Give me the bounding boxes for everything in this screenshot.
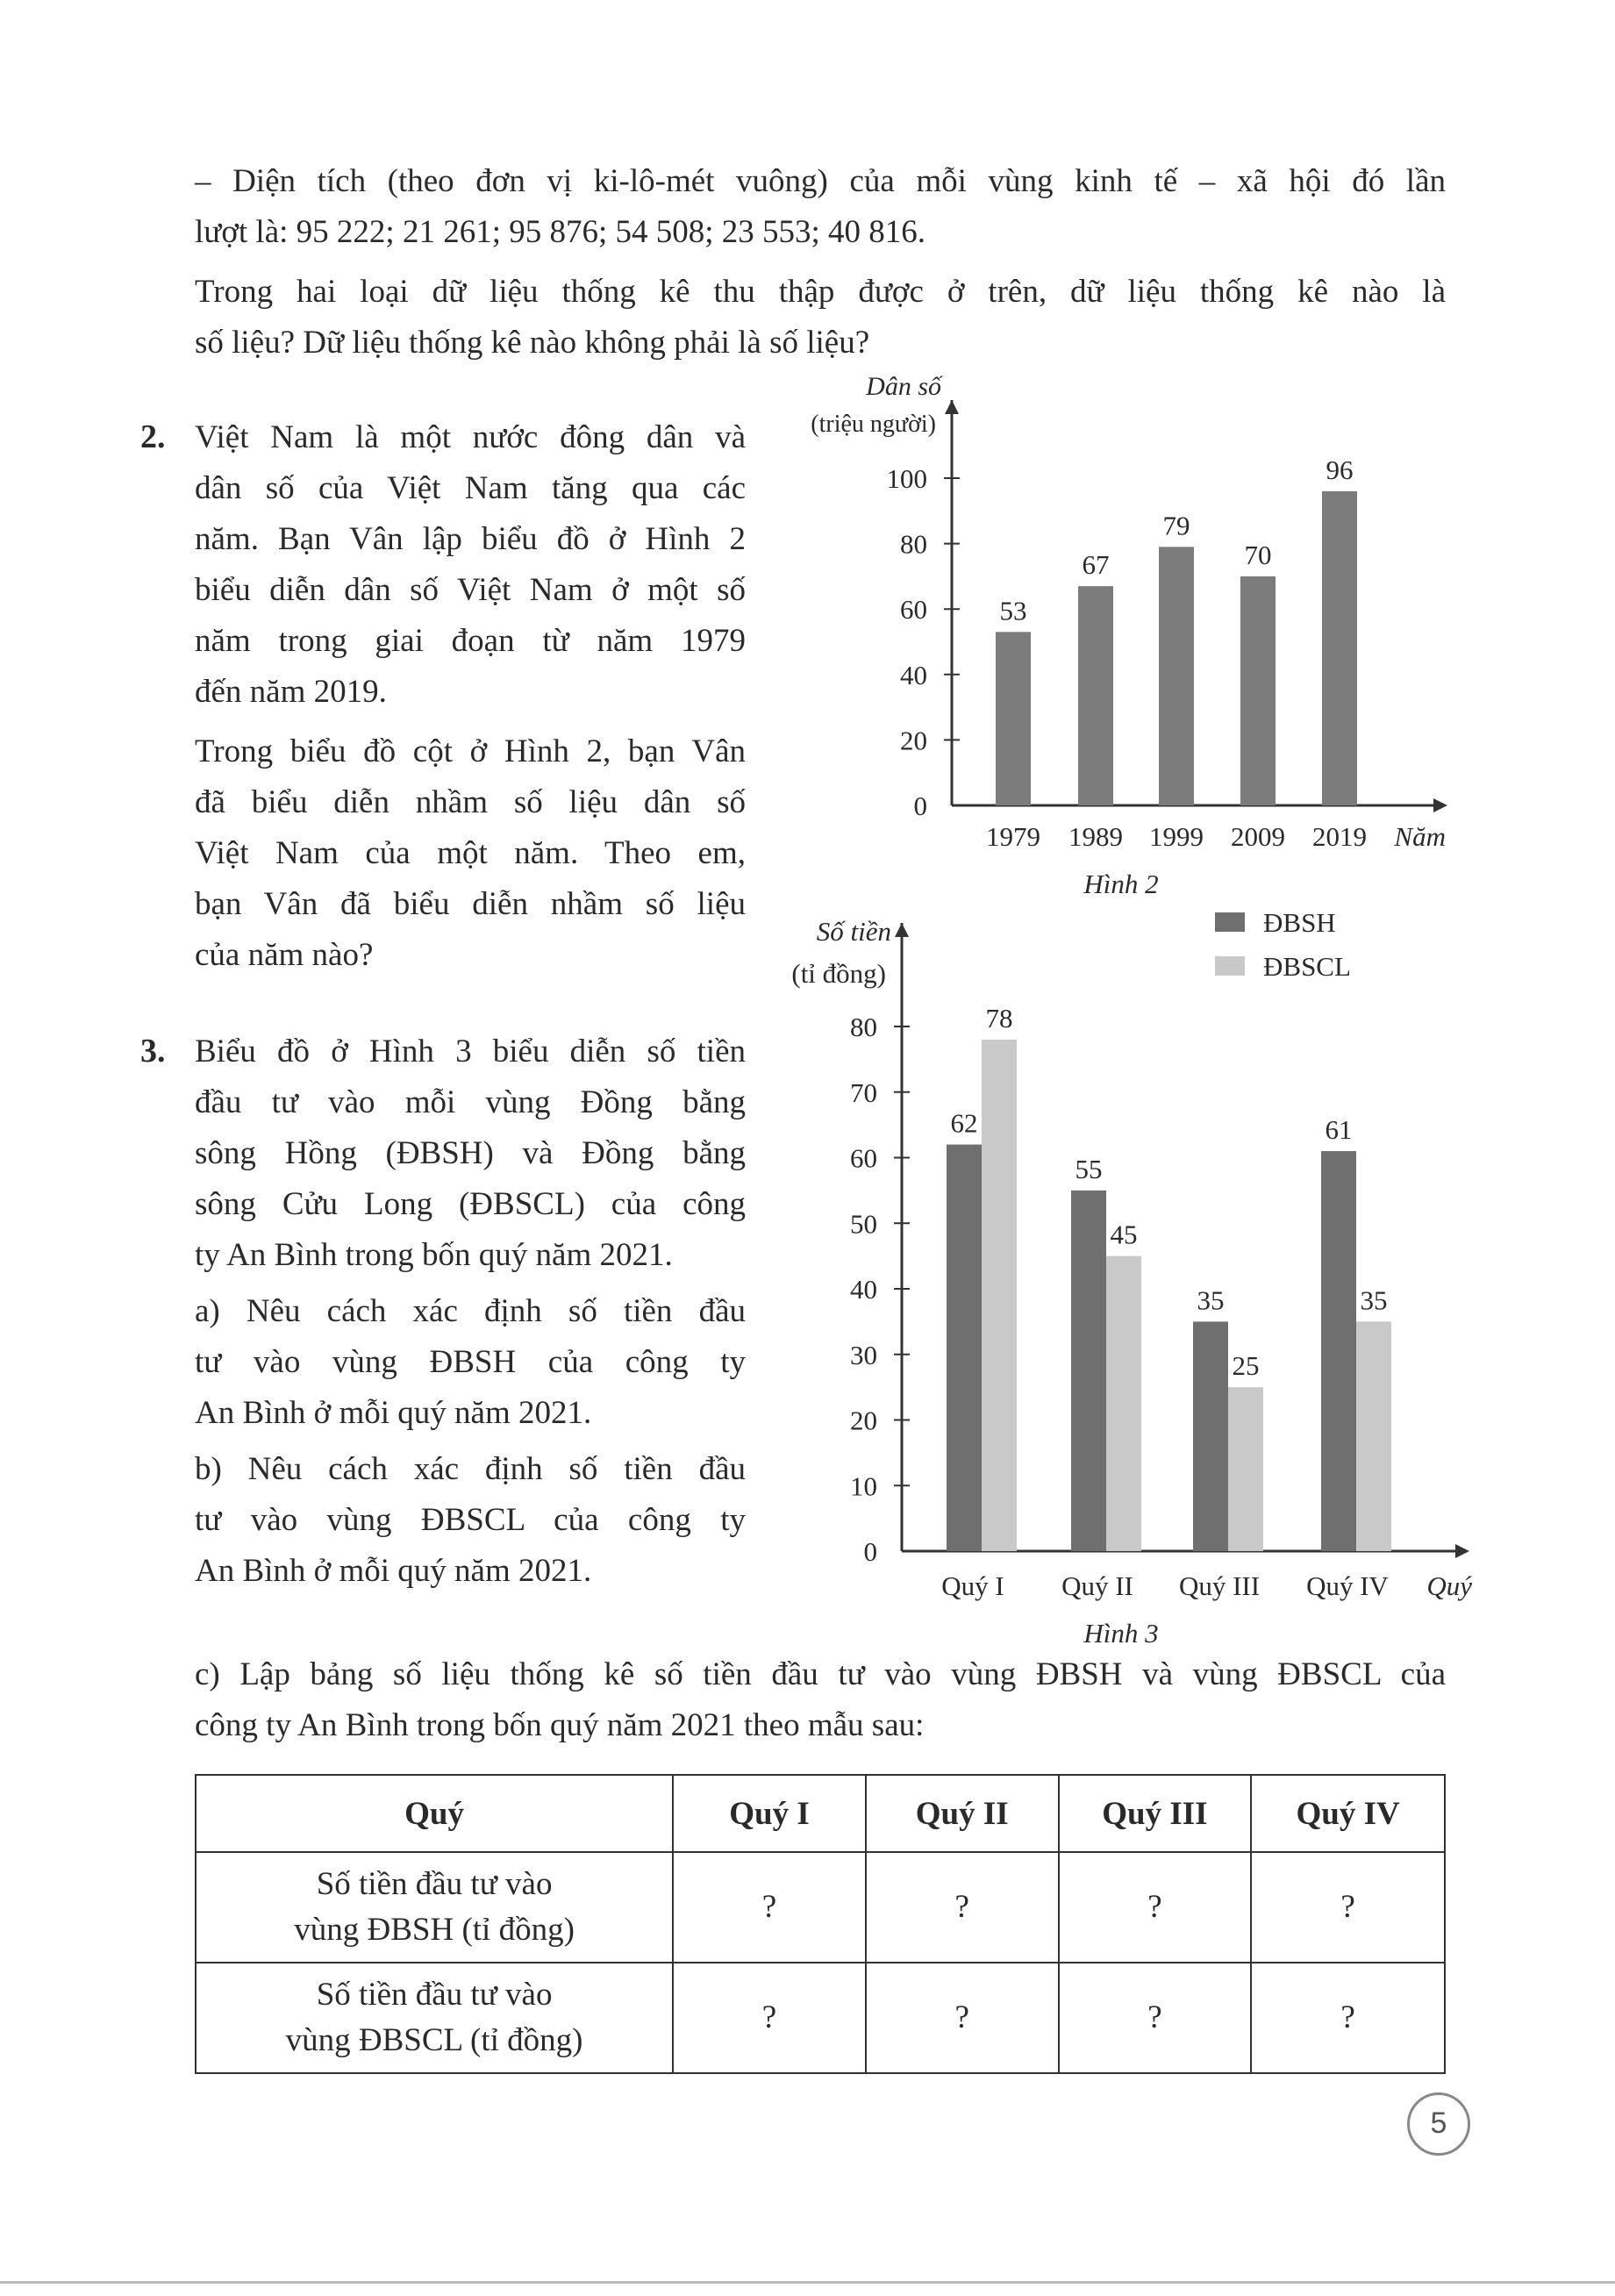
y-axis-arrow [895, 923, 909, 937]
x-tick-label: 2019 [1312, 821, 1367, 852]
y-tick-label: 50 [850, 1208, 877, 1240]
table-header-cell: Quý [196, 1775, 673, 1852]
q2-p2-line: đã biểu diễn nhầm số liệu dân số [195, 784, 746, 820]
bar-value-label: 35 [1197, 1284, 1225, 1316]
question-3c-text [195, 1649, 1446, 1751]
q2-p1-line: đến năm 2019. [195, 674, 387, 710]
q2-p1-line: biểu diễn dân số Việt Nam ở một số [195, 572, 746, 608]
q3-p1-line: Biểu đồ ở Hình 3 biểu diễn số tiền [195, 1034, 746, 1069]
q3-pb-line: b) Nêu cách xác định số tiền đầu [195, 1451, 746, 1487]
q3-pa-line: An Bình ở mỗi quý năm 2021. [195, 1395, 592, 1431]
bar [1071, 1191, 1106, 1551]
x-tick-label: Quý I [941, 1570, 1004, 1601]
legend-label: ĐBSH [1263, 907, 1336, 938]
chart-caption: Hình 2 [1083, 869, 1159, 899]
x-tick-label: 1979 [986, 821, 1040, 852]
y-tick-label: 40 [850, 1274, 877, 1305]
q3-pc-line: c) Lập bảng số liệu thống kê số tiền đầu tư vào vùng ĐBSH và vùng ĐBSCL của [195, 1656, 1446, 1692]
intro-line-4: số liệu? Dữ liệu thống kê nào không phải là số liệu? [195, 325, 870, 361]
x-axis-arrow [1433, 798, 1447, 812]
investment-grouped-bar-chart [754, 904, 1474, 1649]
bar [982, 1040, 1017, 1551]
bar [996, 632, 1031, 805]
q3-pa-line: tư vào vùng ĐBSH của công ty [195, 1344, 746, 1380]
q3-p1-line: sông Cửu Long (ĐBSCL) của công [195, 1186, 746, 1222]
y-tick-label: 30 [850, 1339, 877, 1370]
x-axis-title: Quý [1426, 1570, 1472, 1601]
q2-p1-line: dân số của Việt Nam tăng qua các [195, 470, 746, 506]
legend-swatch [1215, 956, 1245, 976]
y-axis-title: Dân số [866, 372, 941, 401]
bar [947, 1145, 982, 1551]
y-axis-title: Số tiền [816, 916, 891, 947]
y-tick-label: 70 [850, 1076, 877, 1108]
y-tick-label: 20 [900, 725, 927, 756]
population-bar-chart [754, 368, 1456, 912]
table-header-cell: Quý II [866, 1775, 1059, 1852]
table-cell: ? [1059, 1852, 1252, 1963]
table-row-label [196, 1963, 673, 2073]
question-3-text [195, 1026, 746, 1597]
q3-pc-line: công ty An Bình trong bốn quý năm 2021 theo mẫu sau: [195, 1707, 925, 1743]
table-row [196, 1963, 1445, 2073]
q2-p2-line: của năm nào? [195, 937, 374, 973]
page-bottom-divider [0, 2281, 1615, 2284]
bar-value-label: 78 [985, 1002, 1013, 1034]
legend-swatch [1215, 912, 1245, 932]
bar [1159, 547, 1194, 805]
row-label-line: Số tiền đầu tư vào [316, 1977, 553, 2013]
y-tick-label: 10 [850, 1470, 877, 1502]
x-tick-label: 2009 [1231, 821, 1285, 852]
y-tick-label: 60 [900, 594, 927, 626]
x-axis-title: Năm [1394, 821, 1446, 852]
bar-value-label: 61 [1325, 1114, 1353, 1146]
intro-line-3: Trong hai loại dữ liệu thống kê thu thập được ở trên, dữ liệu thống kê nào là [195, 274, 1446, 310]
table-cell: ? [673, 1963, 866, 2073]
y-axis-arrow [945, 400, 959, 414]
bar [1240, 576, 1276, 805]
bar [1321, 1151, 1356, 1551]
y-tick-label: 80 [900, 528, 927, 560]
intro-line-2: lượt là: 95 222; 21 261; 95 876; 54 508; 23 553; 40 816. [195, 214, 926, 250]
row-label-line: vùng ĐBSH (tỉ đồng) [294, 1912, 575, 1948]
x-tick-label: Quý III [1178, 1570, 1261, 1601]
q3-pa-line: a) Nêu cách xác định số tiền đầu [195, 1293, 746, 1329]
x-tick-label: 1999 [1149, 821, 1204, 852]
q3-pb-line: tư vào vùng ĐBSCL của công ty [195, 1502, 746, 1538]
chart-caption: Hình 3 [1083, 1618, 1159, 1649]
q3-p1-line: sông Hồng (ĐBSH) và Đồng bằng [195, 1135, 746, 1171]
bar [1356, 1321, 1391, 1551]
q2-p1-line: năm trong giai đoạn từ năm 1979 [195, 623, 746, 659]
bar [1106, 1256, 1141, 1551]
q2-p2-line: Việt Nam của một năm. Theo em, [195, 835, 746, 871]
bar-value-label: 25 [1232, 1350, 1260, 1382]
bar-value-label: 55 [1075, 1153, 1103, 1184]
question-3-number: 3. [140, 1033, 166, 1069]
bar-value-label: 53 [999, 595, 1027, 626]
x-tick-label: 1989 [1068, 821, 1123, 852]
y-tick-label: 60 [850, 1142, 877, 1174]
y-tick-label: 100 [886, 463, 927, 494]
y-tick-label: 0 [863, 1536, 877, 1567]
bar [1078, 586, 1113, 805]
table-header-cell: Quý III [1059, 1775, 1252, 1852]
x-axis-arrow [1455, 1544, 1469, 1558]
bar [1228, 1387, 1263, 1551]
q2-p1-line: năm. Bạn Vân lập biểu đồ ở Hình 2 [195, 521, 746, 557]
bar [1322, 491, 1357, 805]
intro-line-1: – Diện tích (theo đơn vị ki-lô-mét vuông) của mỗi vùng kinh tế – xã hội đó lần [195, 163, 1446, 199]
x-tick-label: Quý IV [1306, 1570, 1389, 1601]
table-cell: ? [1251, 1852, 1445, 1963]
bar-value-label: 67 [1082, 549, 1110, 581]
statistics-table [195, 1774, 1446, 2074]
q2-p2-line: bạn Vân đã biểu diễn nhầm số liệu [195, 886, 746, 922]
q2-p2-line: Trong biểu đồ cột ở Hình 2, bạn Vân [195, 733, 746, 769]
intro-text [195, 156, 1446, 368]
question-2-number: 2. [140, 418, 166, 455]
y-axis-unit: (tỉ đồng) [791, 958, 886, 989]
x-tick-label: Quý II [1061, 1570, 1133, 1601]
table-row [196, 1852, 1445, 1963]
table-header-row [196, 1775, 1445, 1852]
bar-value-label: 45 [1110, 1219, 1138, 1250]
bar-value-label: 70 [1244, 539, 1272, 570]
y-tick-label: 20 [850, 1405, 877, 1436]
bar-value-label: 62 [950, 1107, 978, 1139]
bar-value-label: 96 [1326, 454, 1354, 485]
y-tick-label: 80 [850, 1012, 877, 1042]
table-cell: ? [1059, 1963, 1252, 2073]
bar [1193, 1321, 1228, 1551]
question-2-text [195, 412, 746, 981]
table-cell: ? [673, 1852, 866, 1963]
page-number: 5 [1407, 2092, 1470, 2156]
q3-p1-line: ty An Bình trong bốn quý năm 2021. [195, 1237, 673, 1273]
y-axis-unit: (triệu người) [811, 411, 936, 438]
table-cell: ? [1251, 1963, 1445, 2073]
table-cell: ? [866, 1963, 1059, 2073]
row-label-line: vùng ĐBSCL (tỉ đồng) [285, 2022, 583, 2058]
bar-value-label: 79 [1162, 510, 1190, 541]
table-header-cell: Quý IV [1251, 1775, 1445, 1852]
q2-p1-line: Việt Nam là một nước đông dân và [195, 419, 746, 455]
row-label-line: Số tiền đầu tư vào [316, 1866, 553, 1902]
table-cell: ? [866, 1852, 1059, 1963]
q3-pb-line: An Bình ở mỗi quý năm 2021. [195, 1553, 592, 1589]
y-tick-label: 0 [913, 790, 927, 821]
bar-value-label: 35 [1360, 1284, 1388, 1316]
table-row-label [196, 1852, 673, 1963]
table-header-cell: Quý I [673, 1775, 866, 1852]
q3-p1-line: đầu tư vào mỗi vùng Đồng bằng [195, 1084, 746, 1120]
legend-label: ĐBSCL [1263, 951, 1351, 982]
y-tick-label: 40 [900, 659, 927, 690]
